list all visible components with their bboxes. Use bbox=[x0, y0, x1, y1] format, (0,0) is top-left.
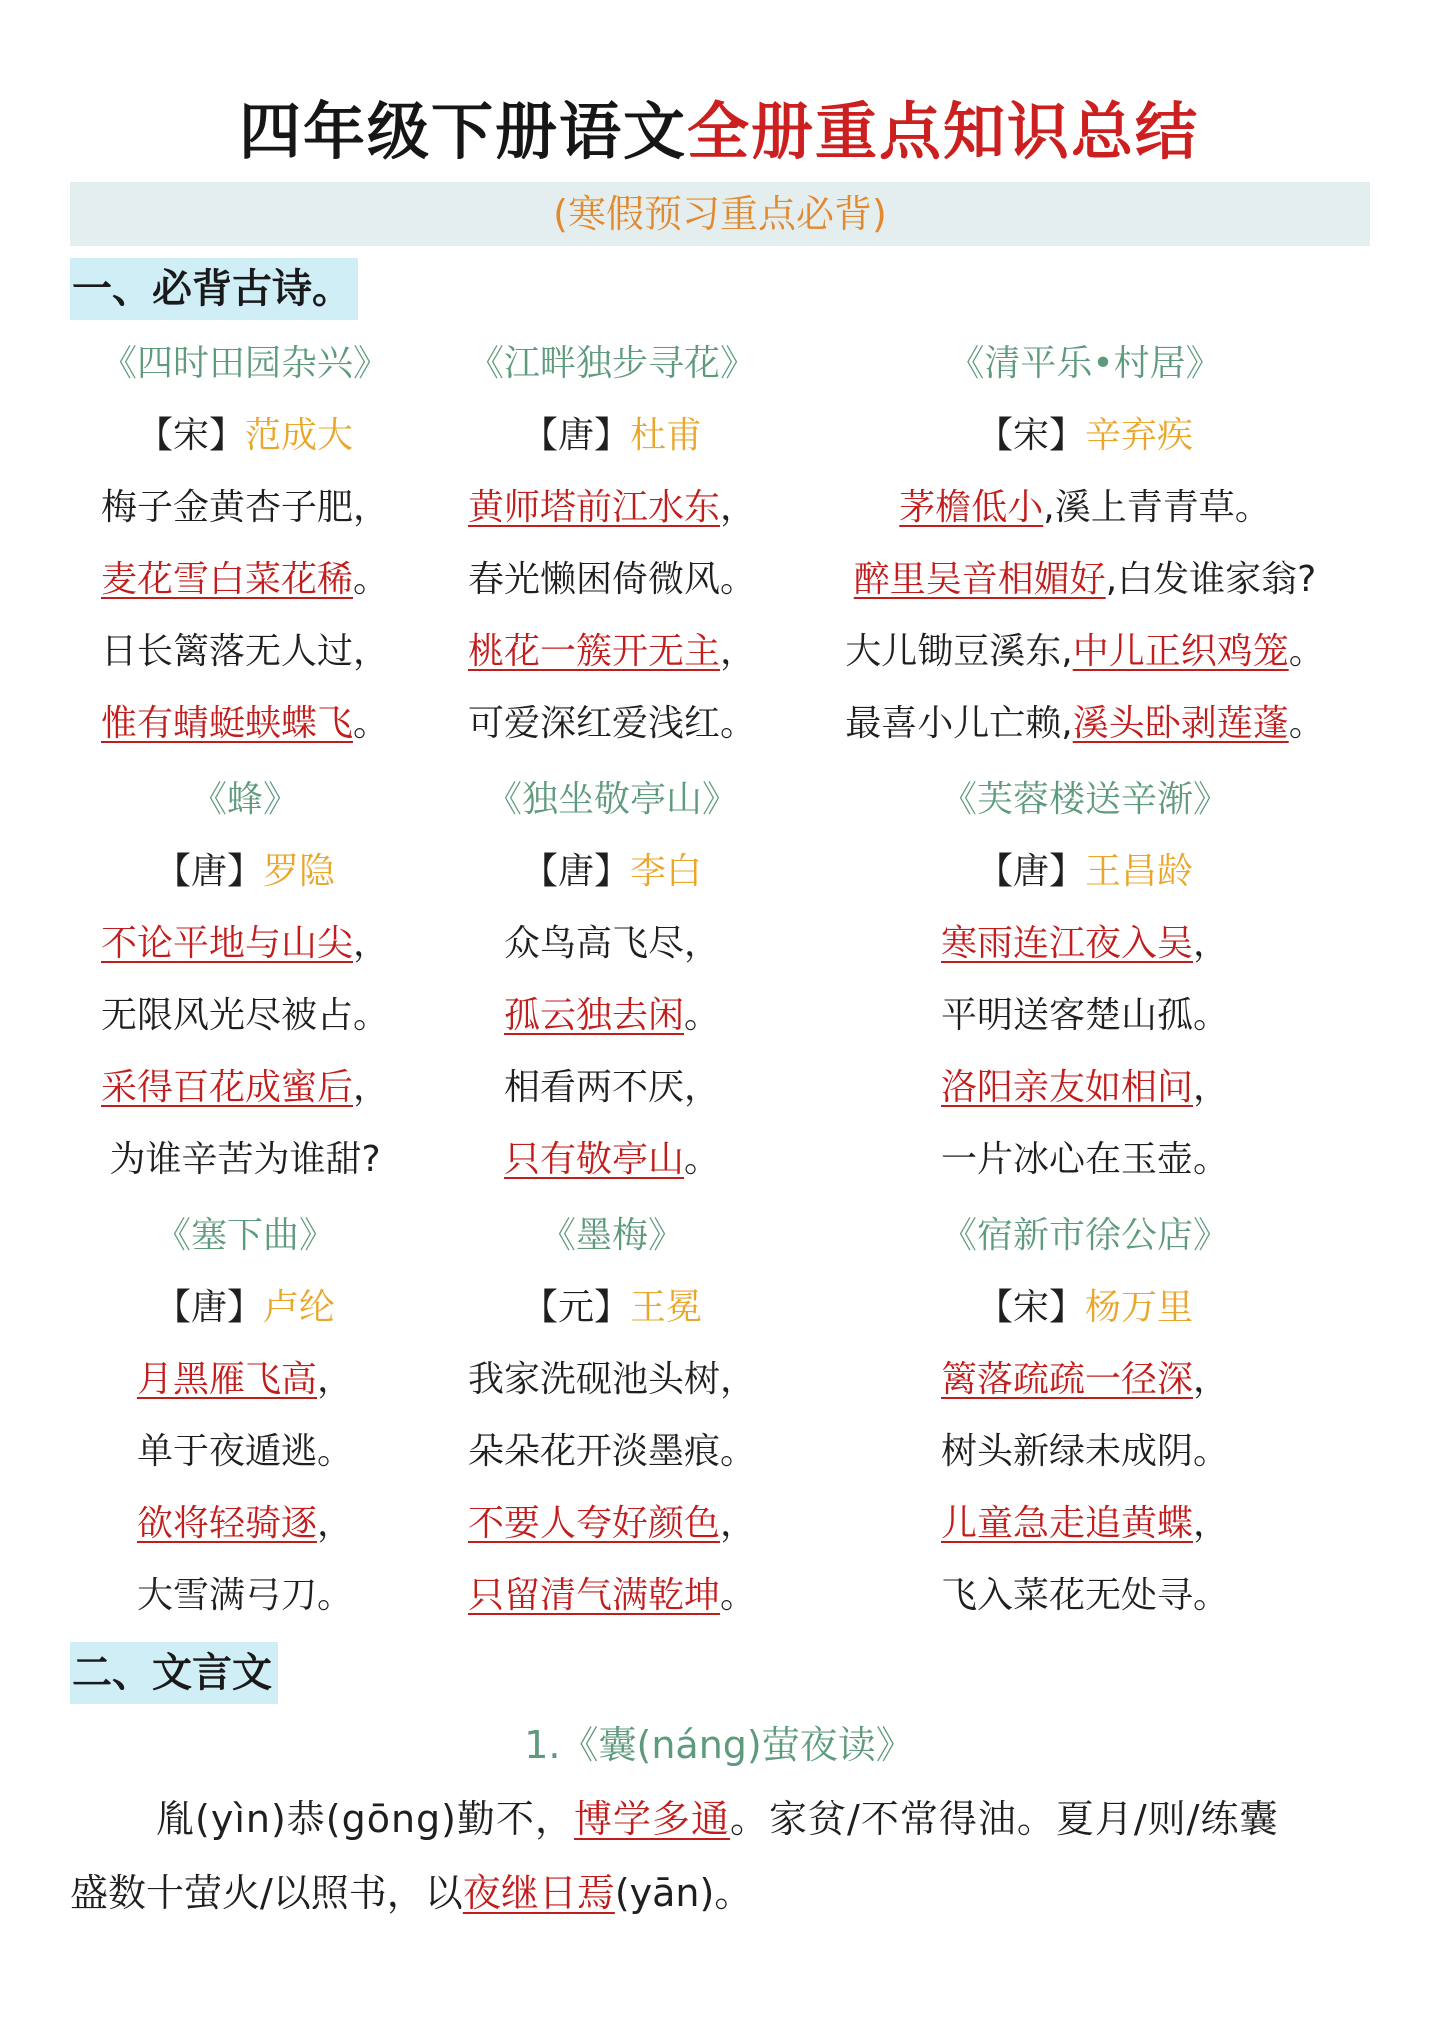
poem-verse-line bbox=[392, 1052, 832, 1124]
poem-verse-line bbox=[392, 1124, 832, 1196]
poem-verse-line bbox=[392, 472, 832, 544]
poem-author-line bbox=[835, 836, 1335, 908]
verse-text: ,白发谁家翁? bbox=[1105, 559, 1317, 600]
page-title bbox=[0, 92, 1438, 172]
dynasty-label: 【宋】 bbox=[976, 1287, 1085, 1328]
verse-text: 春光懒困倚微风。 bbox=[467, 559, 756, 600]
verse-text: 相看两不厌， bbox=[503, 1067, 720, 1108]
verse-text: 。 bbox=[720, 1575, 757, 1616]
poem-title: 《清平乐•村居》 bbox=[948, 343, 1222, 384]
verse-highlight: 醉里吴音相媚好 bbox=[853, 559, 1106, 600]
dynasty-label: 【宋】 bbox=[136, 415, 245, 456]
poem-verse-line bbox=[392, 1560, 832, 1632]
poem-author-line bbox=[392, 1272, 832, 1344]
section-heading-poems: 一、必背古诗。 bbox=[70, 258, 358, 320]
poet-name: 杜甫 bbox=[630, 415, 703, 456]
verse-text: ， bbox=[720, 631, 757, 672]
verse-text: 最喜小儿亡赖, bbox=[845, 703, 1073, 744]
verse-text: 可爱深红爱浅红。 bbox=[467, 703, 756, 744]
verse-text: ， bbox=[1193, 1359, 1230, 1400]
verse-text: 单于夜遁逃。 bbox=[136, 1431, 353, 1472]
wenyan-line-1 bbox=[70, 1782, 1370, 1856]
poem-block bbox=[392, 328, 832, 764]
verse-text: ， bbox=[317, 1503, 354, 1544]
verse-highlight: 麦花雪白菜花稀 bbox=[100, 559, 353, 600]
dynasty-label: 【唐】 bbox=[521, 415, 630, 456]
verse-text: 。 bbox=[684, 1139, 721, 1180]
poem-verse-line bbox=[835, 1124, 1335, 1196]
poem-verse-line bbox=[835, 1052, 1335, 1124]
wenyan-text: 胤(yìn)恭(gōng)勤不， bbox=[156, 1797, 575, 1841]
wenyan-text: 。家贫/不常得油。夏月/则/练囊 bbox=[730, 1797, 1279, 1841]
poem-author-line bbox=[835, 400, 1335, 472]
poem-block bbox=[835, 764, 1335, 1200]
poem-verse-line bbox=[392, 616, 832, 688]
poet-name: 王冕 bbox=[630, 1287, 703, 1328]
poem-verse-line bbox=[392, 908, 832, 980]
poem-verse-line bbox=[392, 1488, 832, 1560]
verse-text: ,溪上青青草。 bbox=[1043, 487, 1271, 528]
poem-verse-line bbox=[835, 472, 1335, 544]
verse-text: ， bbox=[720, 487, 757, 528]
poem-title: 《江畔独步寻花》 bbox=[467, 343, 756, 384]
verse-text: 为谁辛苦为谁甜? bbox=[109, 1139, 381, 1180]
poem-verse-line bbox=[835, 1416, 1335, 1488]
poem-verse-line bbox=[835, 908, 1335, 980]
poem-verse-line bbox=[835, 544, 1335, 616]
verse-highlight: 中儿正织鸡笼 bbox=[1072, 631, 1289, 672]
verse-highlight: 溪头卧剥莲蓬 bbox=[1072, 703, 1289, 744]
poem-title: 《蜂》 bbox=[190, 779, 299, 820]
section-heading-wenyan: 二、文言文 bbox=[70, 1642, 278, 1704]
wenyan-text: (yān)。 bbox=[614, 1871, 753, 1915]
verse-highlight: 黄师塔前江水东 bbox=[467, 487, 720, 528]
wenyan-highlight: 博学多通 bbox=[574, 1797, 731, 1841]
verse-highlight: 欲将轻骑逐 bbox=[136, 1503, 317, 1544]
poem-verse-line bbox=[835, 688, 1335, 760]
verse-text: 树头新绿未成阴。 bbox=[940, 1431, 1229, 1472]
poet-name: 卢纶 bbox=[263, 1287, 336, 1328]
title-part-red: 全册重点知识总结 bbox=[687, 95, 1200, 168]
poet-name: 范成大 bbox=[245, 415, 354, 456]
verse-highlight: 茅檐低小 bbox=[899, 487, 1044, 528]
dynasty-label: 【唐】 bbox=[154, 1287, 263, 1328]
poem-block bbox=[835, 1200, 1335, 1636]
dynasty-label: 【唐】 bbox=[521, 851, 630, 892]
verse-text: 。 bbox=[1288, 703, 1325, 744]
poem-verse-line bbox=[392, 1416, 832, 1488]
verse-text: ， bbox=[720, 1503, 757, 1544]
poet-name: 辛弃疾 bbox=[1085, 415, 1194, 456]
poem-block bbox=[392, 764, 832, 1200]
poem-verse-line bbox=[392, 688, 832, 760]
wenyan-line-2 bbox=[70, 1856, 1370, 1930]
verse-highlight: 惟有蜻蜓蛱蝶飞 bbox=[100, 703, 353, 744]
poem-verse-line bbox=[392, 544, 832, 616]
wenyan-highlight: 夜继日焉 bbox=[462, 1871, 615, 1915]
verse-text: 朵朵花开淡墨痕。 bbox=[467, 1431, 756, 1472]
poem-title: 《芙蓉楼送辛渐》 bbox=[940, 779, 1229, 820]
poem-author-line bbox=[392, 400, 832, 472]
verse-text: 梅子金黄杏子肥， bbox=[100, 487, 389, 528]
poem-verse-line bbox=[835, 1488, 1335, 1560]
poem-column-3 bbox=[835, 328, 1335, 1636]
poet-name: 李白 bbox=[630, 851, 703, 892]
poem-author-line bbox=[835, 1272, 1335, 1344]
verse-text: 大雪满弓刀。 bbox=[136, 1575, 353, 1616]
verse-text: 平明送客楚山孤。 bbox=[940, 995, 1229, 1036]
verse-text: ， bbox=[1193, 923, 1230, 964]
verse-text: 。 bbox=[353, 559, 390, 600]
poet-name: 王昌龄 bbox=[1085, 851, 1194, 892]
wenyan-title: 1.《囊(náng)萤夜读》 bbox=[524, 1723, 914, 1767]
poem-block bbox=[835, 328, 1335, 764]
verse-text: ， bbox=[353, 923, 390, 964]
verse-text: 。 bbox=[353, 703, 390, 744]
verse-highlight: 月黑雁飞高 bbox=[136, 1359, 317, 1400]
verse-text: 众鸟高飞尽， bbox=[503, 923, 720, 964]
verse-highlight: 只有敬亭山 bbox=[503, 1139, 684, 1180]
verse-text: ， bbox=[353, 1067, 390, 1108]
verse-highlight: 采得百花成蜜后 bbox=[100, 1067, 353, 1108]
poem-verse-line bbox=[392, 980, 832, 1052]
poem-verse-line bbox=[835, 616, 1335, 688]
verse-highlight: 儿童急走追黄蝶 bbox=[940, 1503, 1193, 1544]
poem-verse-line bbox=[835, 1560, 1335, 1632]
verse-highlight: 寒雨连江夜入吴 bbox=[940, 923, 1193, 964]
verse-highlight: 洛阳亲友如相问 bbox=[940, 1067, 1193, 1108]
dynasty-label: 【元】 bbox=[521, 1287, 630, 1328]
verse-text: 无限风光尽被占。 bbox=[100, 995, 389, 1036]
verse-text: 日长篱落无人过， bbox=[100, 631, 389, 672]
verse-text: 一片冰心在玉壶。 bbox=[940, 1139, 1229, 1180]
verse-highlight: 不论平地与山尖 bbox=[100, 923, 353, 964]
verse-highlight: 桃花一簇开无主 bbox=[467, 631, 720, 672]
verse-text: ， bbox=[317, 1359, 354, 1400]
wenyan-text: 盛数十萤火/以照书，以 bbox=[70, 1871, 463, 1915]
verse-text: 。 bbox=[684, 995, 721, 1036]
title-part-black: 四年级下册语文 bbox=[238, 95, 687, 168]
dynasty-label: 【唐】 bbox=[154, 851, 263, 892]
dynasty-label: 【宋】 bbox=[976, 415, 1085, 456]
verse-highlight: 不要人夸好颜色 bbox=[467, 1503, 720, 1544]
poem-title: 《四时田园杂兴》 bbox=[100, 343, 389, 384]
poem-column-2 bbox=[392, 328, 832, 1636]
poem-verse-line bbox=[835, 980, 1335, 1052]
verse-text: 。 bbox=[1288, 631, 1325, 672]
poet-name: 杨万里 bbox=[1085, 1287, 1194, 1328]
poem-author-line bbox=[392, 836, 832, 908]
poem-title: 《宿新市徐公店》 bbox=[940, 1215, 1229, 1256]
poet-name: 罗隐 bbox=[263, 851, 336, 892]
verse-text: 大儿锄豆溪东, bbox=[845, 631, 1073, 672]
verse-text: 飞入菜花无处寻。 bbox=[940, 1575, 1229, 1616]
poem-block bbox=[392, 1200, 832, 1636]
subtitle-banner: (寒假预习重点必背) bbox=[70, 182, 1370, 246]
verse-highlight: 孤云独去闲 bbox=[503, 995, 684, 1036]
poem-title: 《独坐敬亭山》 bbox=[485, 779, 738, 820]
poem-verse-line bbox=[835, 1344, 1335, 1416]
verse-highlight: 篱落疏疏一径深 bbox=[940, 1359, 1193, 1400]
verse-text: ， bbox=[1193, 1503, 1230, 1544]
verse-text: ， bbox=[1193, 1067, 1230, 1108]
poem-title: 《塞下曲》 bbox=[154, 1215, 335, 1256]
dynasty-label: 【唐】 bbox=[976, 851, 1085, 892]
verse-highlight: 只留清气满乾坤 bbox=[467, 1575, 720, 1616]
poem-verse-line bbox=[392, 1344, 832, 1416]
poem-title: 《墨梅》 bbox=[539, 1215, 684, 1256]
verse-text: 我家洗砚池头树， bbox=[467, 1359, 756, 1400]
